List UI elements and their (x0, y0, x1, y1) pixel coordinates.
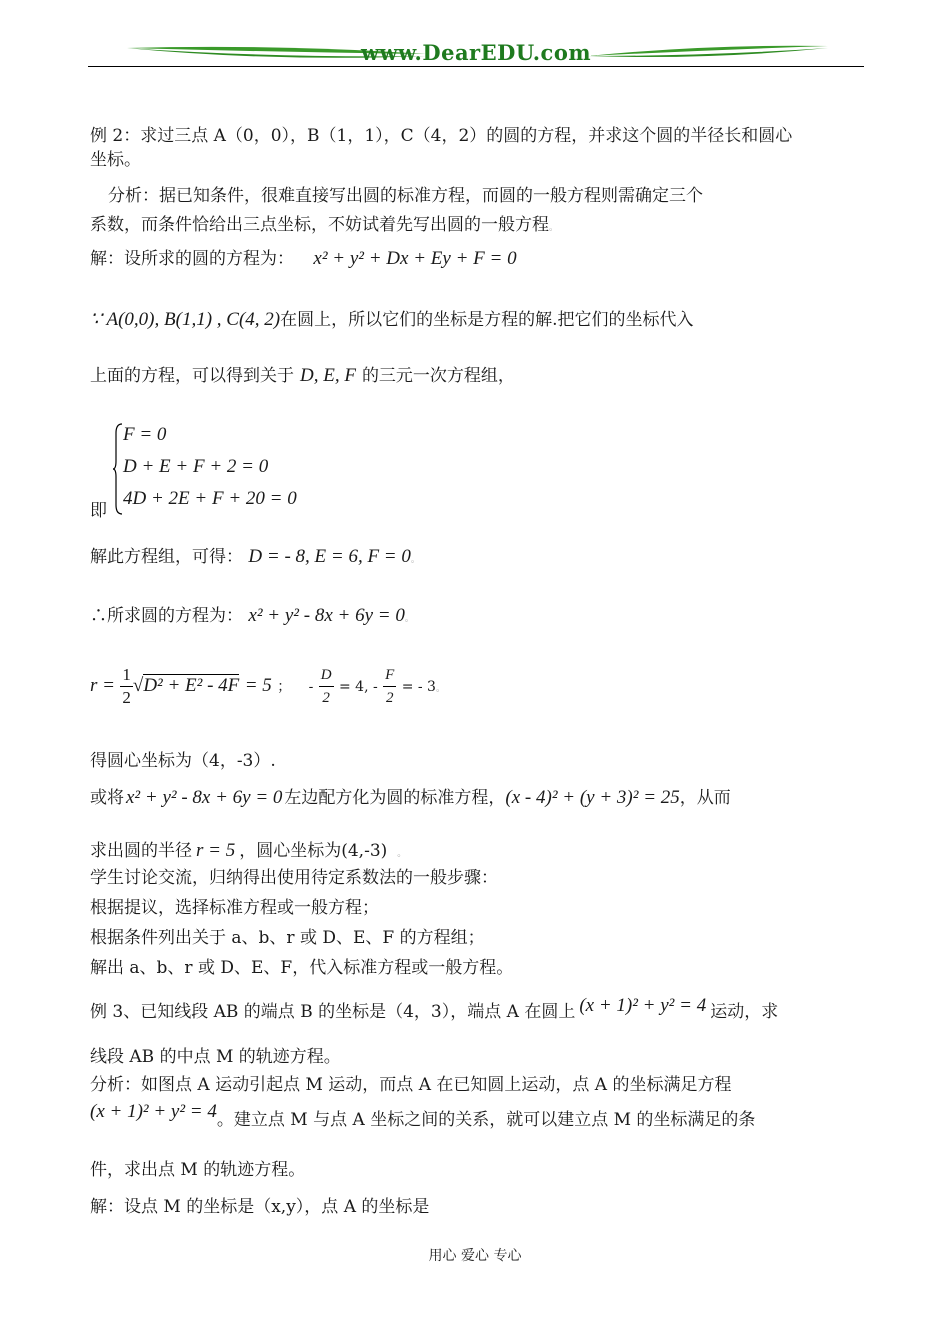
points-on-circle (90, 308, 694, 332)
f-over-2 (383, 664, 396, 709)
system-intro-b: 的三元一次方程组， (361, 366, 515, 386)
radius-lhs: r = (90, 675, 115, 696)
radius-result: 求出圆的半径 r = 5 ，圆心坐标为(4,-3) 。 (90, 840, 407, 861)
d-over-2 (319, 664, 334, 709)
solution-3-line: 解：设点 M 的坐标是（x,y），点 A 的坐标是 (90, 1197, 430, 1217)
alt-a: 或将 (90, 788, 124, 808)
alt-eq-1: x² + y² - 8x + 6y = 0 (126, 787, 283, 808)
solution-values-eq: D = - 8, E = 6, F = 0 (248, 546, 411, 567)
header-rule (88, 66, 864, 67)
radius-eq: r = 5 (196, 840, 236, 861)
system-eq-3: 4D + 2E + F + 20 = 0 (123, 488, 297, 509)
d-num: D (319, 664, 334, 687)
points-text: 在圆上，所以它们的坐标是方程的解.把它们的坐标代入 (280, 310, 694, 330)
system-brace (113, 423, 123, 515)
an2-b: 。建立点 M 与点 A 坐标之间的关系，就可以建立点 M 的坐标满足的条 (216, 1110, 756, 1130)
e3-a: 例 3、已知线段 AB 的端点 B 的坐标是（4，3），端点 A 在圆上 (90, 1002, 576, 1022)
radius-a: 求出圆的半径 (90, 841, 192, 861)
solution-setup-label: 解：设所求的圆的方程为： (90, 249, 294, 269)
analysis-3-line-3: 件，求出点 M 的轨迹方程。 (90, 1160, 306, 1180)
step-2: 根据条件列出关于 a、b、r 或 D、E、F 的方程组； (90, 928, 485, 948)
analysis-3-line-2 (90, 1101, 756, 1132)
alt-eq-2: (x - 4)² + (y + 3)² = 25 (505, 787, 680, 808)
system-eq-2: D + E + F + 2 = 0 (123, 456, 269, 477)
e3-circle-eq: (x + 1)² + y² = 4 (579, 995, 707, 1016)
f-num: F (383, 664, 396, 687)
center-minus: - (308, 679, 314, 695)
analysis-3-line-1: 分析：如图点 A 运动引起点 M 运动，而点 A 在已知圆上运动，点 A 的坐标满足方程 (90, 1075, 732, 1095)
d-den: 2 (322, 690, 330, 706)
system-vars: D, E, F (300, 365, 356, 386)
e3-b: 运动，求 (710, 1002, 779, 1022)
solution-setup (90, 247, 517, 271)
alt-c: ，从而 (679, 788, 731, 808)
half-fraction (120, 664, 133, 709)
solution-values-label: 解此方程组，可得： (90, 547, 243, 567)
semicolon: ； (277, 679, 292, 695)
page-footer: 用心 爱心 专心 (428, 1248, 522, 1264)
an2-circle-eq: (x + 1)² + y² = 4 (90, 1101, 217, 1122)
center-rhs: = - 3 (401, 679, 436, 695)
result-label: ∴所求圆的方程为： (90, 606, 243, 626)
ji-label: 即 (90, 501, 107, 521)
center-mid: = 4, - (338, 679, 378, 695)
page-header (88, 36, 864, 70)
half-num: 1 (120, 664, 133, 687)
center-result: 得圆心坐标为（4，-3）. (90, 751, 276, 771)
alt-b: 左边配方化为圆的标准方程， (284, 788, 506, 808)
solution-values: 解此方程组，可得： D = - 8, E = 6, F = 0。 (90, 546, 420, 567)
radius-b: ，圆心坐标为(4,-3) (239, 841, 388, 861)
half-den: 2 (122, 688, 131, 707)
step-1: 根据提议，选择标准方程或一般方程； (90, 898, 379, 918)
alternative-method (90, 786, 731, 810)
step-3: 解出 a、b、r 或 D、E、F，代入标准方程或一般方程。 (90, 958, 514, 978)
analysis-line-2: 系数，而条件恰给出三点坐标，不妨试着先写出圆的一般方程。 (90, 215, 559, 235)
radicand: D² + E² - 4F (143, 675, 240, 696)
points-math: ∵ A(0,0), B(1,1) , C(4, 2) (90, 309, 281, 330)
steps-intro: 学生讨论交流，归纳得出使用待定系数法的一般步骤： (90, 868, 498, 888)
radius-center-formulas: r = $\frac{1}{2}$ √D² + E² - 4F = 5 ； - $\frac{D}{2}$ = 4, - $\frac{F}{2}$ = - 3。 (90, 665, 445, 707)
system-eq-1: F = 0 (123, 424, 167, 445)
sqrt-expression: √D² + E² - 4F (132, 675, 240, 696)
example-3-line-1 (90, 995, 779, 1024)
example-2-line-2: 坐标。 (90, 150, 141, 170)
system-intro-a: 上面的方程，可以得到关于 (90, 366, 294, 386)
general-equation: x² + y² + Dx + Ey + F = 0 (313, 248, 517, 269)
analysis-line-2-text: 系数，而条件恰给出三点坐标，不妨试着先写出圆的一般方程 (90, 215, 549, 235)
analysis-line-1: 分析：据已知条件，很难直接写出圆的标准方程，而圆的一般方程则需确定三个 (108, 186, 703, 206)
radius-rhs: = 5 (244, 675, 272, 696)
f-den: 2 (385, 690, 394, 706)
result-equation: ∴所求圆的方程为： x² + y² - 8x + 6y = 0。 (90, 605, 414, 626)
site-logo-text: www.DearEDU.com (360, 40, 592, 65)
system-intro (90, 364, 515, 388)
example-3-line-2: 线段 AB 的中点 M 的轨迹方程。 (90, 1047, 341, 1067)
example-2-line-1: 例 2：求过三点 A（0，0），B（1，1），C（4，2）的圆的方程，并求这个圆的半径长和圆心 (90, 126, 793, 146)
result-eq: x² + y² - 8x + 6y = 0 (248, 605, 405, 626)
